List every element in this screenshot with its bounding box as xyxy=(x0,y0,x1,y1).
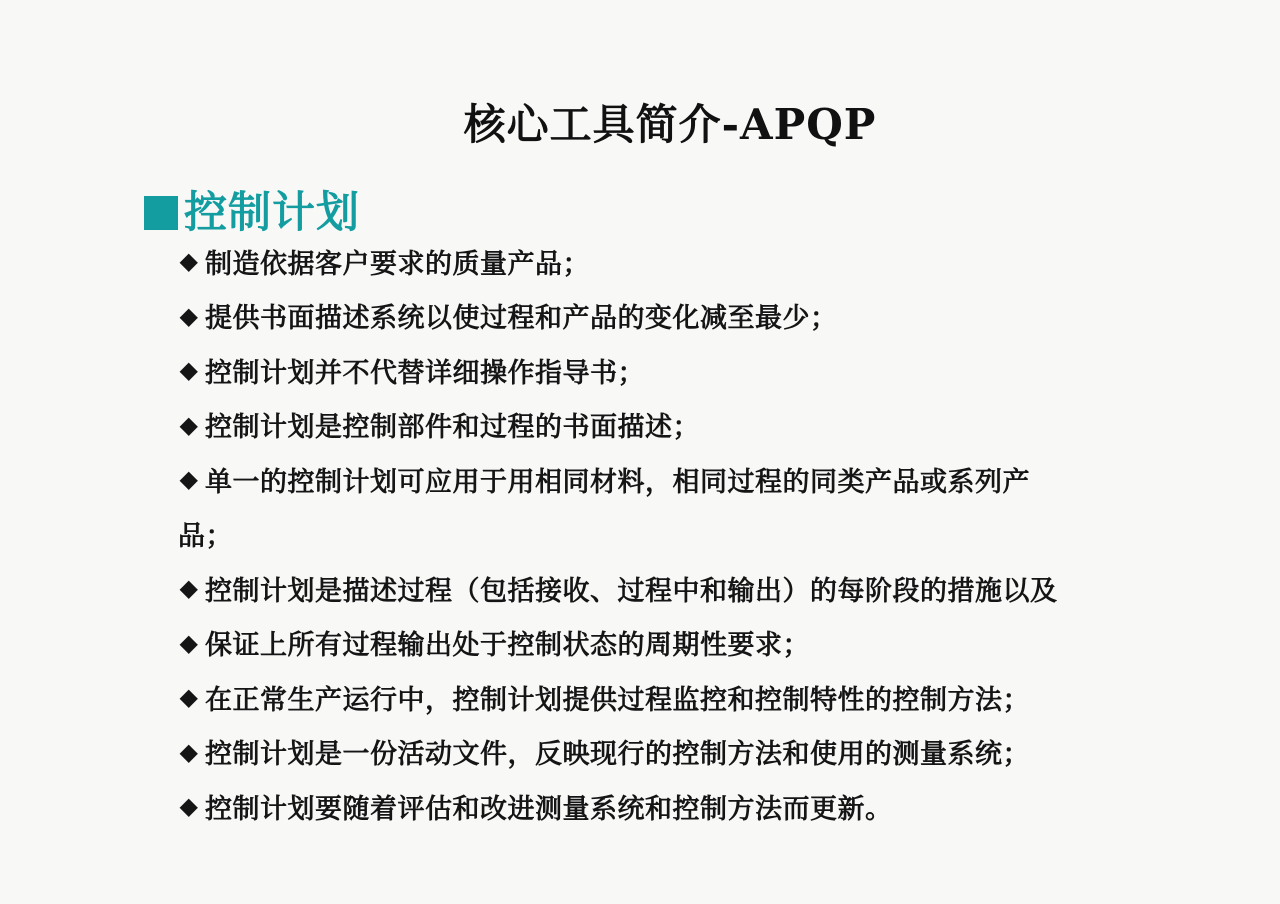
bullet-text: 单一的控制计划可应用于用相同材料，相同过程的同类产品或系列产 xyxy=(205,466,1030,498)
diamond-bullet-icon: ◆ xyxy=(179,574,199,603)
bullet-text: 提供书面描述系统以使过程和产品的变化减至最少； xyxy=(205,303,838,335)
diamond-bullet-icon: ◆ xyxy=(179,737,199,766)
diamond-bullet-icon: ◆ xyxy=(179,628,199,657)
bullet-text: 控制计划并不代替详细操作指导书； xyxy=(205,357,645,389)
bullet-text: 控制计划是描述过程（包括接收、过程中和输出）的每阶段的措施以及 xyxy=(205,575,1058,607)
section-heading xyxy=(144,186,360,240)
bullet-item xyxy=(176,779,1156,834)
bullet-item xyxy=(176,398,1156,453)
diamond-bullet-icon: ◆ xyxy=(179,301,199,330)
bullet-item xyxy=(176,725,1156,780)
bullet-text: 保证上所有过程输出处于控制状态的周期性要求； xyxy=(205,630,810,662)
bullet-text: 控制计划是控制部件和过程的书面描述； xyxy=(205,412,700,444)
bullet-item xyxy=(176,289,1156,344)
diamond-bullet-icon: ◆ xyxy=(179,683,199,712)
bullet-item xyxy=(176,452,1156,507)
diamond-bullet-icon: ◆ xyxy=(179,410,199,439)
diamond-bullet-icon: ◆ xyxy=(179,792,199,821)
bullet-item xyxy=(176,343,1156,398)
bullet-item xyxy=(176,616,1156,671)
bullet-text: 制造依据客户要求的质量产品； xyxy=(205,248,590,280)
square-bullet-icon xyxy=(144,196,178,230)
diamond-bullet-icon: ◆ xyxy=(179,356,199,385)
bullet-list xyxy=(176,234,1156,834)
slide-title: 核心工具简介-APQP xyxy=(463,100,877,149)
bullet-text: 在正常生产运行中，控制计划提供过程监控和控制特性的控制方法； xyxy=(205,684,1030,716)
diamond-bullet-icon: ◆ xyxy=(179,465,199,494)
bullet-text: 品； xyxy=(178,521,233,553)
bullet-item xyxy=(176,234,1156,289)
diamond-bullet-icon: ◆ xyxy=(179,247,199,276)
section-heading-text: 控制计划 xyxy=(184,188,360,238)
bullet-item xyxy=(176,561,1156,616)
bullet-item-continuation xyxy=(176,507,1156,562)
bullet-text: 控制计划要随着评估和改进测量系统和控制方法而更新。 xyxy=(205,793,893,825)
bullet-text: 控制计划是一份活动文件，反映现行的控制方法和使用的测量系统； xyxy=(205,739,1030,771)
bullet-item xyxy=(176,670,1156,725)
